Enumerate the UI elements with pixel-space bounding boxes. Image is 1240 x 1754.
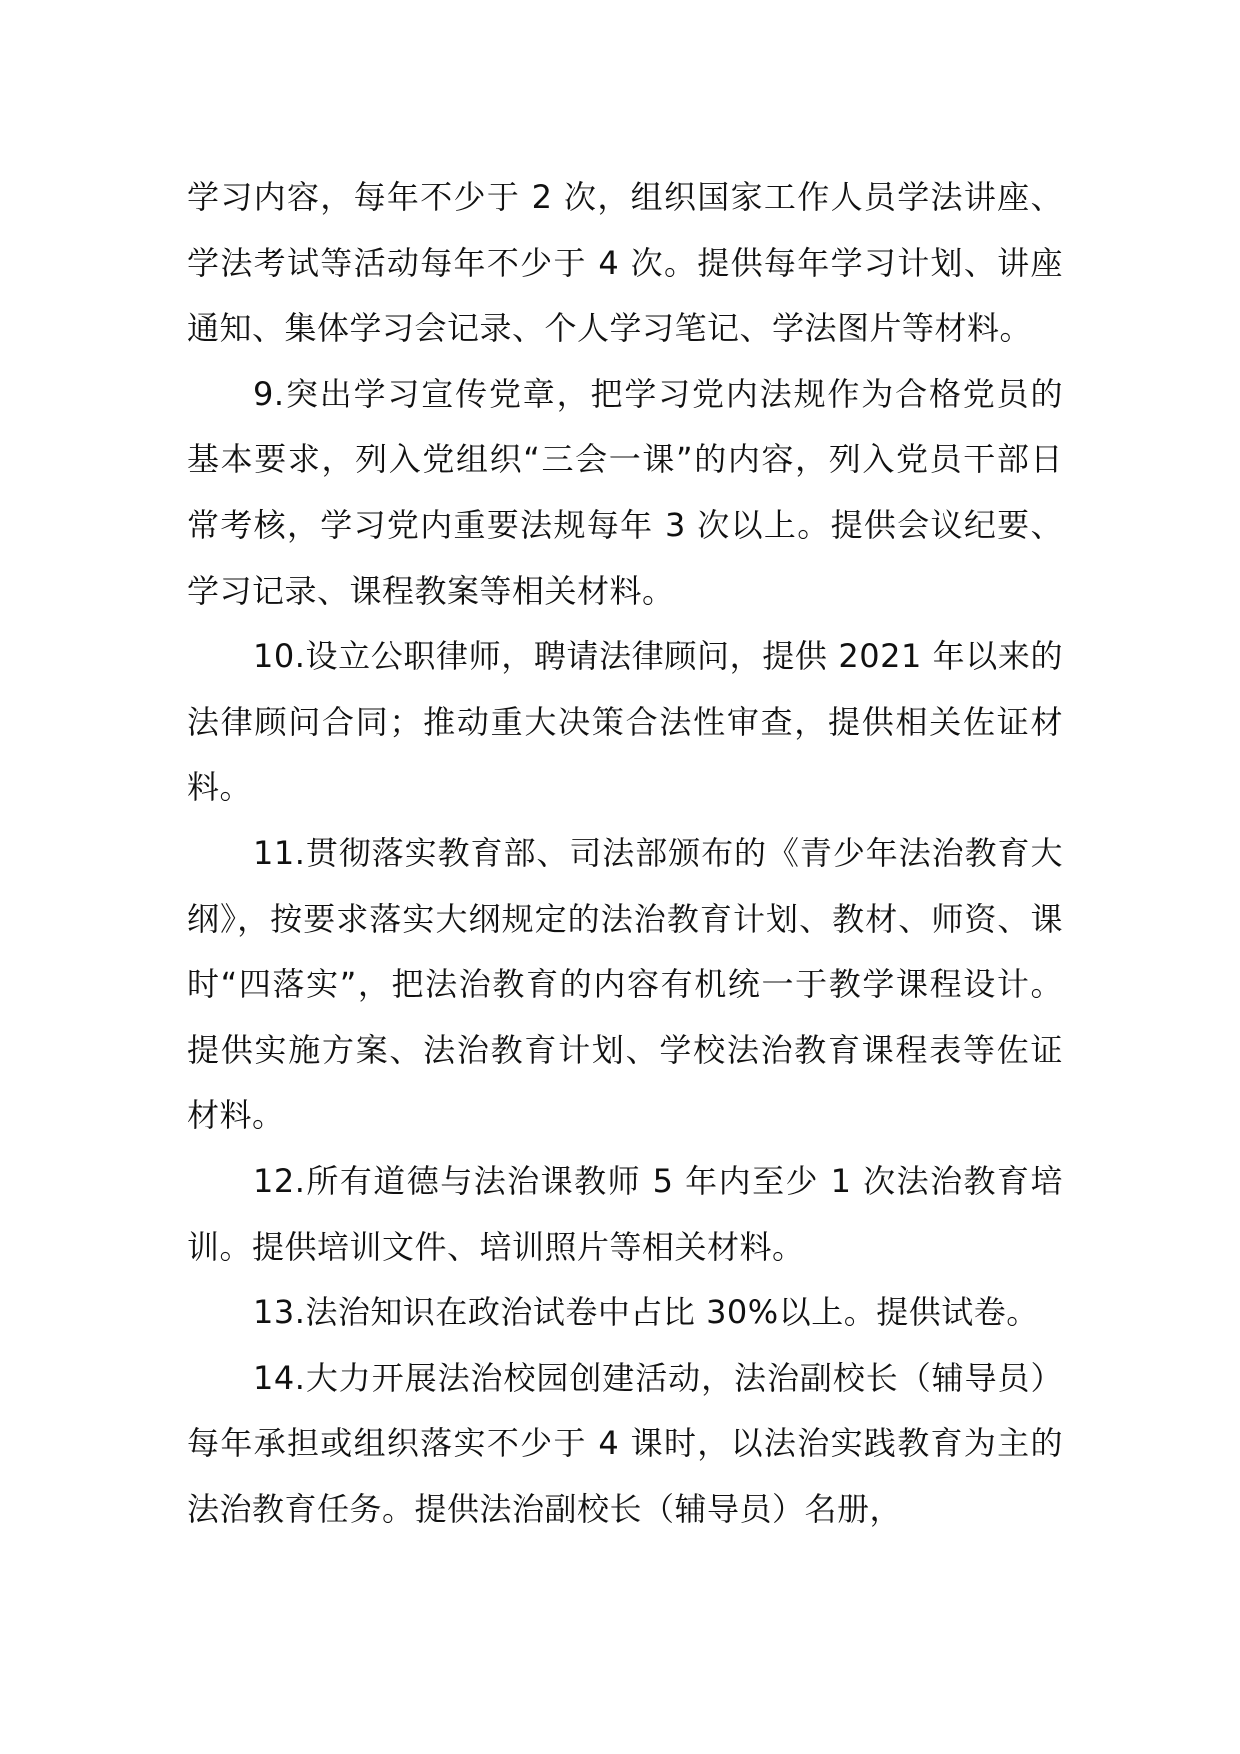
document-body: [187, 165, 1063, 1542]
paragraph-item-14: 14.大力开展法治校园创建活动，法治副校长（辅导员）每年承担或组织落实不少于 4 课时，以法治实践教育为主的法治教育任务。提供法治副校长（辅导员）名册，: [187, 1358, 1063, 1528]
paragraph-item-12: 12.所有道德与法治课教师 5 年内至少 1 次法治教育培训。提供培训文件、培训照片等相关材料。: [187, 1161, 1063, 1266]
paragraph-item-11: 11.贯彻落实教育部、司法部颁布的《青少年法治教育大纲》，按要求落实大纲规定的法治教育计划、教材、师资、课时“四落实”，把法治教育的内容有机统一于教学课程设计。提供实施方案、法治教育计划、学校法治教育课程表等佐证材料。: [187, 833, 1063, 1135]
paragraph-item-9: 9.突出学习宣传党章，把学习党内法规作为合格党员的基本要求，列入党组织“三会一课”的内容，列入党员干部日常考核，学习党内重要法规每年 3 次以上。提供会议纪要、学习记录、课程教案等相关材料。: [187, 374, 1063, 610]
paragraph-item-13: 13.法治知识在政治试卷中占比 30%以上。提供试卷。: [253, 1293, 1039, 1332]
paragraph-item-10: 10.设立公职律师，聘请法律顾问，提供 2021 年以来的法律顾问合同；推动重大决策合法性审查，提供相关佐证材料。: [187, 637, 1063, 807]
paragraph-continuation: 学习内容，每年不少于 2 次，组织国家工作人员学法讲座、学法考试等活动每年不少于 4 次。提供每年学习计划、讲座通知、集体学习会记录、个人学习笔记、学法图片等材料。: [187, 178, 1063, 348]
